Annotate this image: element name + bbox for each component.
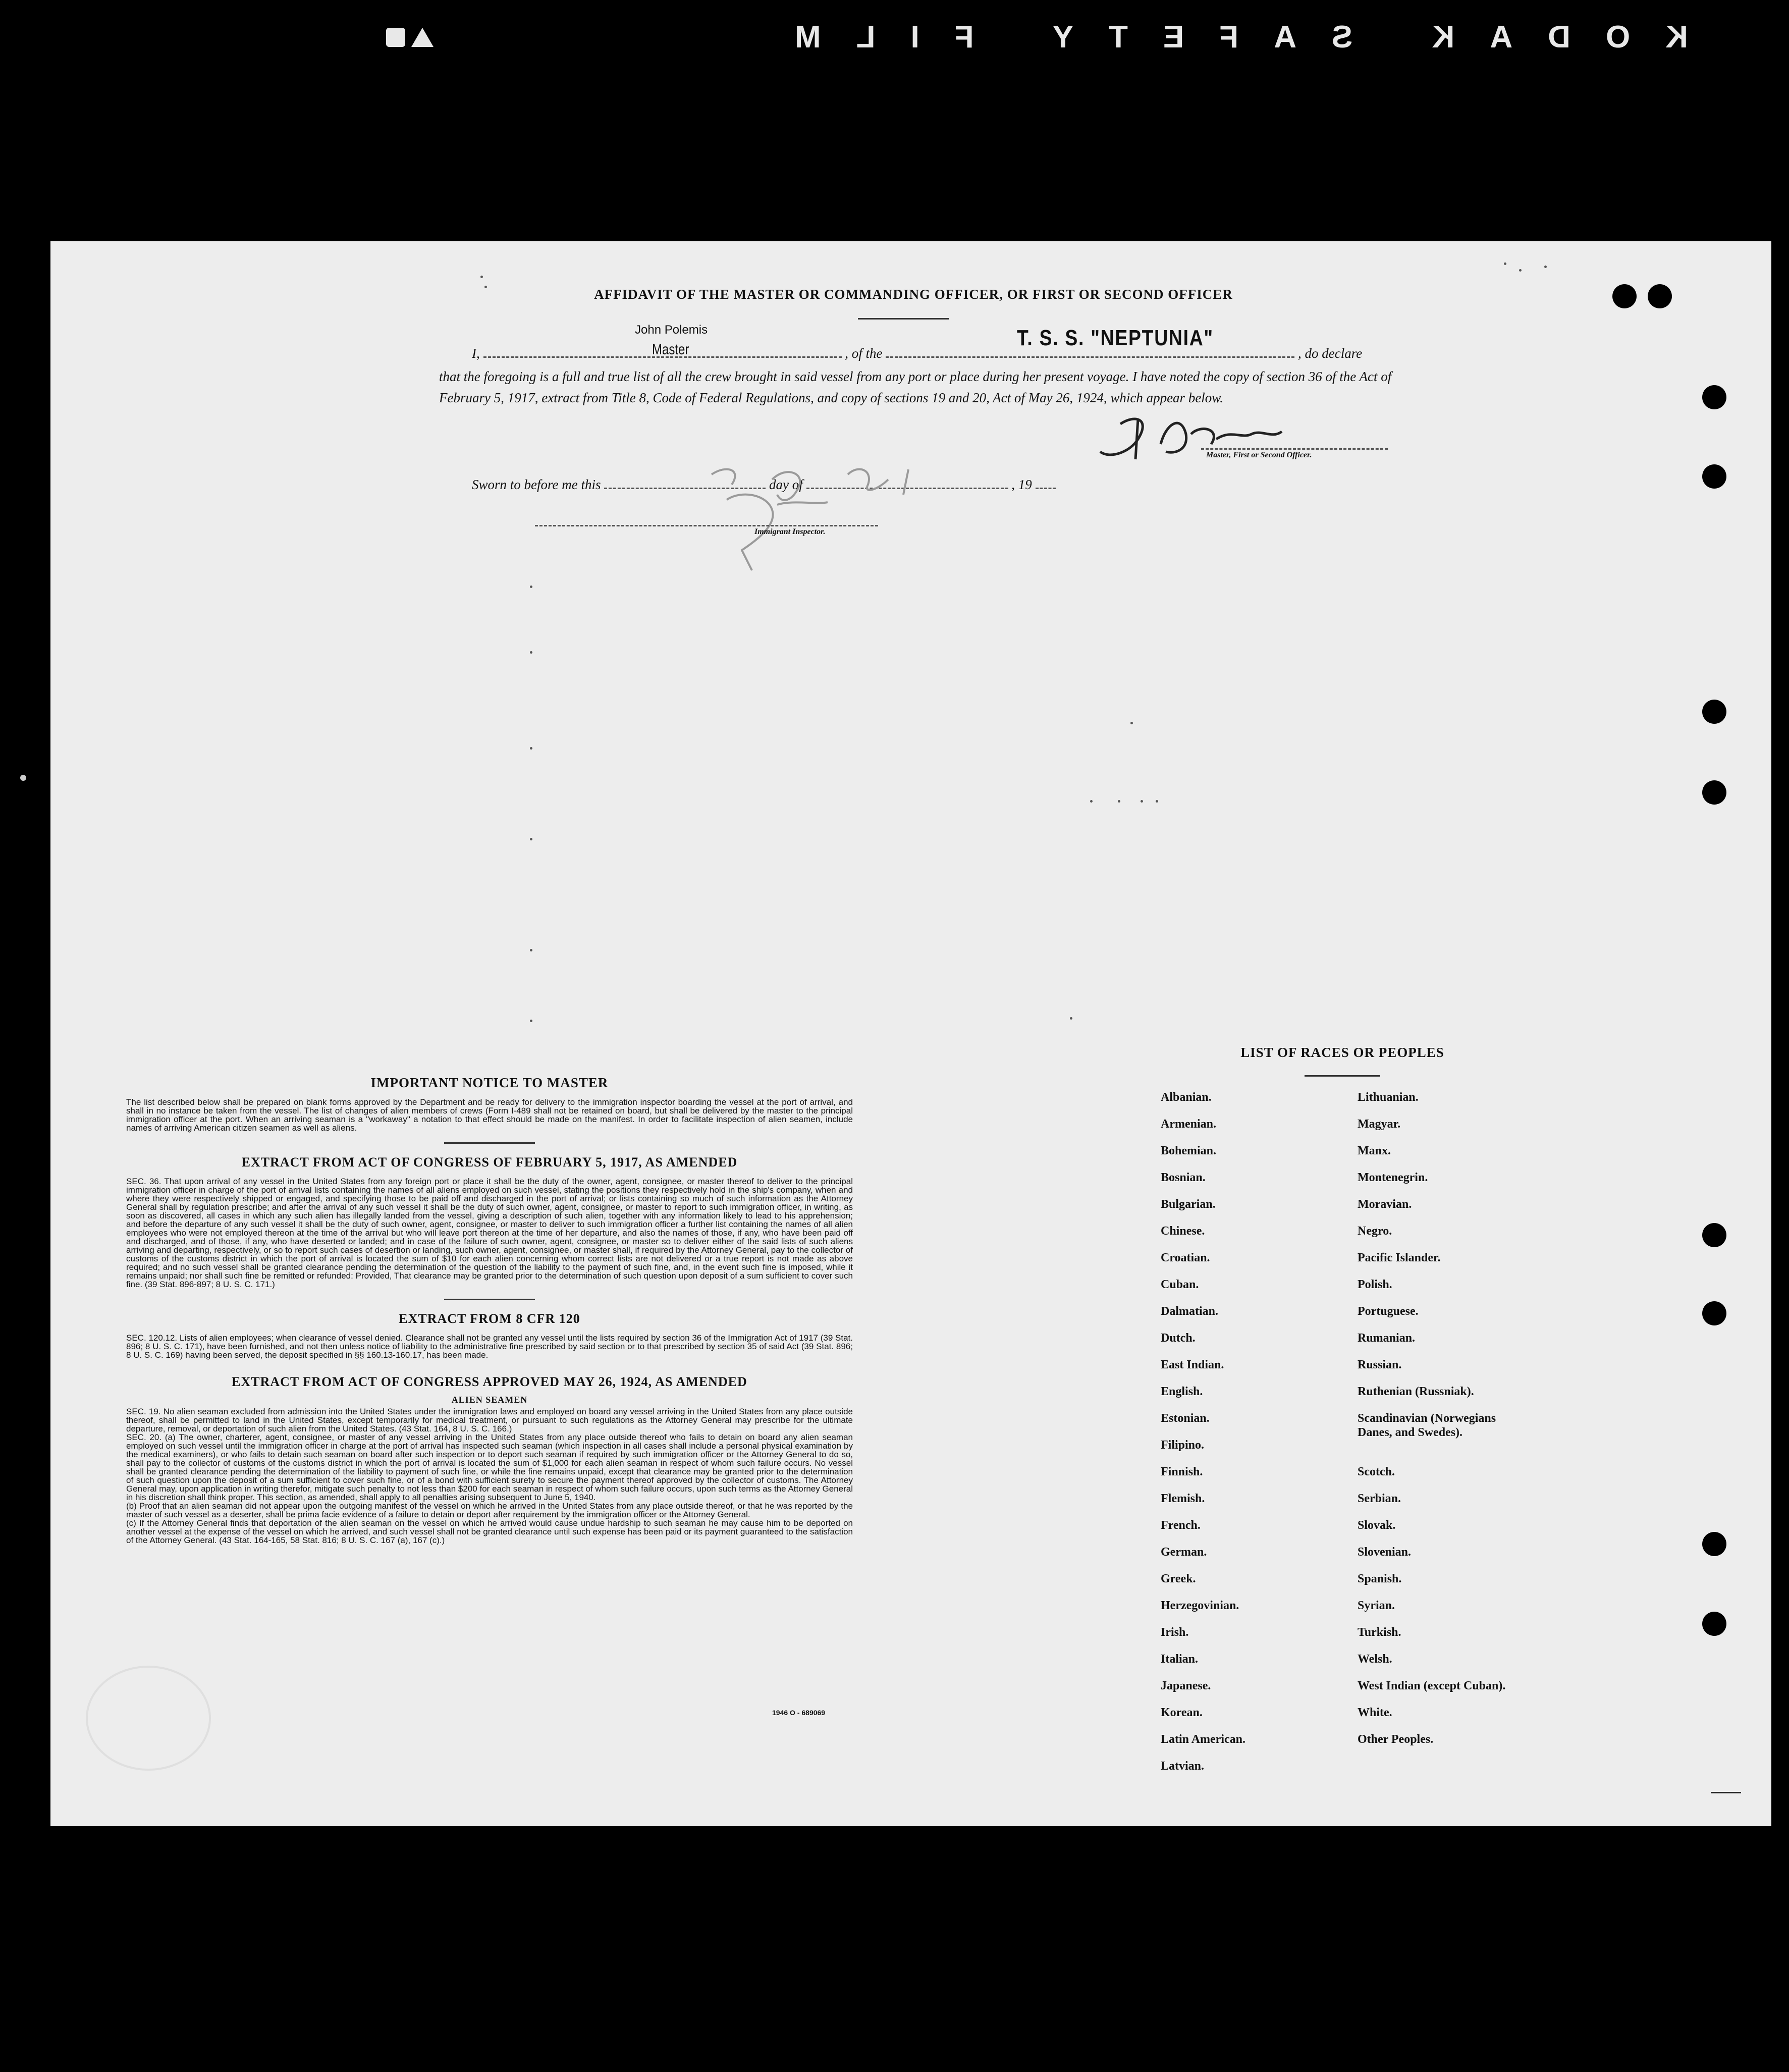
- ship-name: T. S. S. "NEPTUNIA": [1017, 326, 1214, 350]
- speck: [1156, 800, 1158, 803]
- officer-rank: Master: [652, 341, 689, 358]
- extract1-text: SEC. 36. That upon arrival of any vessel in the United States from any foreign port or place it shall be the duty of the owner, agent, consignee, or master thereof to deliver to the principal immigration officer in charge of the port of arrival lists containing the names of all aliens employed on such vessel, stating the positions they respectively hold in the ship's company, when and where they were respectively shipped or engaged, and specifying those to be paid off and discharged in the port of arrival; or lists containing so much of such information as the Attorney General shall by regulation prescribe; and after the arrival of any such vessel it shall be the duty of such owner, agent, consignee, or master to report to such immigration officer, in writing, as soon as discovered, all cases in which any such alien has illegally landed from the vessel, giving a description of such alien, together with any information likely to lead to his apprehension; and before the departure of any such vessel it shall be the duty of such owner, agent, consignee, or master to deliver to such immigration officer a further list containing the names of all alien employees who were not employed thereon at the time of the arrival but who will leave port thereon at the time of her departure, and also the names of those, if any, who have been paid off and discharged, and of those, if any, who have deserted or landed; and in case of the failure of such owner, agent, consignee, or master so to deliver either of the said lists of such aliens arriving and departing, respectively, or so to report such cases of desertion or landing, such owner, agent, consignee, or master shall, if required by the Attorney General, pay to the collector of customs of the customs district in which the port of arrival is located the sum of $10 for each alien concerning whom correct lists are not delivered or a true report is not made as above required; and no such vessel shall be granted clearance pending the determination of the question of the liability to the payment of such fine, and, in the event such fine is imposed, while it remains unpaid; nor shall such fine be remitted or refunded: Provided, That clearance may be granted prior to the determination of such question upon deposit of a sum sufficient to cover such fine. (39 Stat. 896-897; 8 U. S. C. 171.): [126, 1177, 853, 1289]
- ship-blank: [886, 356, 1294, 358]
- punch-hole-icon: [1702, 1532, 1726, 1556]
- punch-hole-icon: [1702, 780, 1726, 805]
- race-item: Latin American.: [1161, 1733, 1245, 1746]
- race-item: Montenegrin.: [1358, 1171, 1428, 1184]
- race-item: Chinese.: [1161, 1225, 1205, 1238]
- master-signature-line: [1201, 448, 1388, 450]
- race-item: Slovak.: [1358, 1519, 1396, 1532]
- speck: [530, 949, 532, 951]
- extract3-c: (c) If the Attorney General finds that deportation of the alien seaman on the vessel on which he arrived would cause undue hardship to such seaman he may cause him to be deported on another vessel at the expense of the vessel on which he arrived, and such vessel shall not be granted clearance until such expense has been paid or its payment guaranteed to the satisfaction of the Attorney General. (43 Stat. 164-165, 58 Stat. 816; 8 U. S. C. 167 (a), 167 (c).): [126, 1518, 853, 1545]
- race-item: Japanese.: [1161, 1679, 1211, 1692]
- speck: [480, 276, 483, 278]
- race-item: East Indian.: [1161, 1358, 1224, 1371]
- race-item: Italian.: [1161, 1653, 1199, 1666]
- race-item: Greek.: [1161, 1572, 1196, 1585]
- race-item: Slovenian.: [1358, 1546, 1412, 1559]
- race-item: Negro.: [1358, 1225, 1392, 1238]
- races-title: LIST OF RACES OR PEOPLES: [1240, 1045, 1444, 1060]
- affidavit-body: that the foregoing is a full and true list of all the crew brought in said vessel from any port or place during her present voyage. I have noted the copy of section 36 of the Act of February 5, 1917, extract from Title 8, Code of Federal Regulations, and copy of sections 19 and 20, Act of May 26, 1924, which appear below.: [439, 369, 1392, 405]
- race-item: Bulgarian.: [1161, 1198, 1216, 1211]
- speck: [1118, 800, 1120, 803]
- extract3-b: (b) Proof that an alien seaman did not appear upon the outgoing manifest of the vessel on which he arrived in the United States from any place outside thereof, or that he was reported by the master of such vessel as a deserter, shall be prima facie evidence of a failure to detain or deport after requirement by the immigration officer or the Attorney General.: [126, 1501, 853, 1519]
- race-item: Armenian.: [1161, 1118, 1216, 1131]
- race-item: Moravian.: [1358, 1198, 1412, 1211]
- extract2-title: EXTRACT FROM 8 CFR 120: [399, 1311, 580, 1326]
- race-item: Magyar.: [1358, 1118, 1401, 1131]
- race-item: Spanish.: [1358, 1572, 1402, 1585]
- film-square-mark-icon: [386, 28, 405, 47]
- race-item: Bosnian.: [1161, 1171, 1206, 1184]
- race-item: Cuban.: [1161, 1278, 1199, 1291]
- race-item: Dalmatian.: [1161, 1305, 1218, 1318]
- speck: [530, 747, 532, 750]
- race-item: Ruthenian (Russniak).: [1358, 1385, 1474, 1398]
- notice-title: IMPORTANT NOTICE TO MASTER: [370, 1075, 609, 1090]
- speck: [1070, 1017, 1072, 1020]
- race-item: Croatian.: [1161, 1251, 1210, 1264]
- race-item: English.: [1161, 1385, 1203, 1398]
- speck: [1130, 722, 1133, 724]
- officer-blank: [483, 356, 842, 358]
- race-item: Filipino.: [1161, 1439, 1205, 1452]
- punch-hole-icon: [1702, 700, 1726, 724]
- punch-hole-icon: [1702, 1223, 1726, 1247]
- section-divider: [444, 1142, 535, 1144]
- extract1-title: EXTRACT FROM ACT OF CONGRESS OF FEBRUARY 5, 1917, AS AMENDED: [241, 1155, 738, 1170]
- film-edge-banner: [0, 19, 1789, 60]
- do-declare-label: , do declare: [1298, 346, 1363, 361]
- race-item: Russian.: [1358, 1358, 1402, 1371]
- section-divider: [444, 1299, 535, 1300]
- punch-hole-icon: [1702, 1612, 1726, 1636]
- race-item: Turkish.: [1358, 1626, 1401, 1639]
- notice-text: The list described below shall be prepared on blank forms approved by the Department and be ready for delivery to the immigration inspector boarding the vessel at the port of arrival, and shall in no instance be taken from the vessel. The list of changes of alien members of crews (Form I-489 shall not be retained on board, but shall be delivered by the master to the principal immigration officer at the port. When an arriving seaman is a "workaway" a notation to that effect should be made on the manifest. In order to facilitate inspection of alien seamen, include names of arriving American citizen seamen as well as aliens.: [126, 1097, 853, 1133]
- race-item: Pacific Islander.: [1358, 1251, 1441, 1264]
- punch-hole-icon: [1612, 284, 1637, 308]
- race-item: White.: [1358, 1706, 1392, 1719]
- race-item: Finnish.: [1161, 1465, 1203, 1478]
- inspector-signature-icon: [696, 454, 1151, 575]
- race-item: Flemish.: [1161, 1492, 1205, 1505]
- races-divider: [1305, 1075, 1380, 1077]
- race-item: Other Peoples.: [1358, 1733, 1434, 1746]
- extract2-text: SEC. 120.12. Lists of alien employees; when clearance of vessel denied. Clearance shall not be granted any vessel until the lists required by section 36 of the Immigration Act of 1917 (39 Stat. 896; 8 U. S. C. 171), have been furnished, and not then unless notice of liability to the administrative fine prescribed by said section or to that prescribed by section 35 of said Act (39 Stat. 896; 8 U. S. C. 169) having been served, the deposit specified in §§ 160.13-160.17, has been made.: [126, 1333, 853, 1360]
- inspector-signature-line: [535, 525, 878, 526]
- inspector-caption: Immigrant Inspector.: [754, 527, 826, 536]
- day-label: day of: [769, 477, 803, 492]
- extract3-title: EXTRACT FROM ACT OF CONGRESS APPROVED MAY 26, 1924, AS AMENDED: [232, 1374, 747, 1389]
- embossed-seal-icon: [86, 1666, 211, 1771]
- speck: [1544, 265, 1547, 268]
- master-caption: Master, First or Second Officer.: [1206, 451, 1312, 459]
- race-item: Welsh.: [1358, 1653, 1392, 1666]
- race-item: Herzegovinian.: [1161, 1599, 1239, 1612]
- punch-hole-icon: [1648, 284, 1672, 308]
- race-item: German.: [1161, 1546, 1207, 1559]
- extract3-sec19: SEC. 19. No alien seaman excluded from admission into the United States under the immigration laws and employed on board any vessel arriving in the United States from any place outside thereof, shall be permitted to land in the United States, except temporarily for medical treatment, or pursuant to such regulations as the Attorney General may prescribe for the ultimate departure, removal, or deportation of such alien from the United States. (43 Stat. 164, 8 U. S. C. 166.): [126, 1407, 853, 1433]
- sworn-label: Sworn to before me this: [472, 477, 601, 492]
- race-item: Portuguese.: [1358, 1305, 1419, 1318]
- race-item: Korean.: [1161, 1706, 1203, 1719]
- of-the-label: , of the: [845, 346, 883, 361]
- extract3-sec20: SEC. 20. (a) The owner, charterer, agent, consignee, or master of any vessel arriving in the United States from any place outside thereof who fails to detain on board any alien seaman employed on such vessel until the immigration officer in charge at the port of arrival has inspected such seaman (which inspection in all cases shall include a personal physical examination by the medical examiners), or who fails to detain such seaman on board after such inspection or to deport such seaman if required by such immigration officer or the Attorney General to do so, shall pay to the collector of customs of the customs district in which the port of arrival is located the sum of $1,000 for each alien seaman in respect of whom such failure occurs. No vessel shall be granted clearance pending the determination of the liability to payment of such fine, or while the fine remains unpaid, except that clearance may be granted prior to the determination of such question upon the deposit of a sum sufficient to cover such fine, or of a bond with sufficient surety to secure the payment thereof approved by the collector of customs. The Attorney General may, upon application in writing therefor, mitigate such penalty to not less than $200 for each seaman in respect of whom such failure occurs, upon such terms as the Attorney General in his discretion shall think proper. This section, as amended, shall apply to all penalties arising subsequent to June 5, 1940.: [126, 1432, 853, 1502]
- speck: [1519, 269, 1522, 272]
- race-item: Polish.: [1358, 1278, 1392, 1291]
- i-label: I,: [472, 346, 480, 361]
- race-item: Irish.: [1161, 1626, 1189, 1639]
- race-item: Scotch.: [1358, 1465, 1395, 1478]
- film-triangle-mark-icon: [411, 28, 433, 47]
- speck: [1141, 800, 1143, 803]
- film-frame-mark: [386, 28, 442, 47]
- speck: [530, 586, 532, 588]
- punch-hole-icon: [1702, 464, 1726, 489]
- film-speck: [20, 775, 26, 781]
- speck: [530, 651, 532, 654]
- race-item: Bohemian.: [1161, 1144, 1217, 1157]
- officer-name: John Polemis: [635, 323, 708, 337]
- race-item: Syrian.: [1358, 1599, 1395, 1612]
- race-item: French.: [1161, 1519, 1201, 1532]
- film-brand-text: KODAK SAFETY FILM: [760, 20, 1688, 55]
- affidavit-declaration-line: [472, 346, 1362, 361]
- race-item: Dutch.: [1161, 1332, 1196, 1345]
- race-item: Scandinavian (Norwegians Danes, and Swedes).: [1358, 1412, 1496, 1439]
- year-label: , 19: [1011, 477, 1032, 492]
- race-item: Estonian.: [1161, 1412, 1210, 1425]
- race-item: Rumanian.: [1358, 1332, 1416, 1345]
- notice-section: [126, 1075, 853, 1545]
- speck: [1504, 262, 1506, 265]
- title-divider: [858, 318, 949, 320]
- race-item: Latvian.: [1161, 1760, 1205, 1773]
- extract3-subtitle: ALIEN SEAMEN: [451, 1395, 528, 1405]
- print-code: 1946 O - 689069: [772, 1709, 826, 1717]
- speck: [1090, 800, 1093, 803]
- race-item: Lithuanian.: [1358, 1091, 1419, 1104]
- speck: [484, 286, 487, 288]
- affidavit-title: AFFIDAVIT OF THE MASTER OR COMMANDING OFFICER, OR FIRST OR SECOND OFFICER: [594, 287, 1233, 302]
- edge-mark: [1711, 1792, 1741, 1793]
- race-item: West Indian (except Cuban).: [1358, 1679, 1506, 1692]
- speck: [530, 1020, 532, 1022]
- punch-hole-icon: [1702, 1301, 1726, 1325]
- race-item: Serbian.: [1358, 1492, 1401, 1505]
- race-item: Manx.: [1358, 1144, 1391, 1157]
- speck: [530, 838, 532, 840]
- punch-hole-icon: [1702, 385, 1726, 409]
- race-item: Albanian.: [1161, 1091, 1212, 1104]
